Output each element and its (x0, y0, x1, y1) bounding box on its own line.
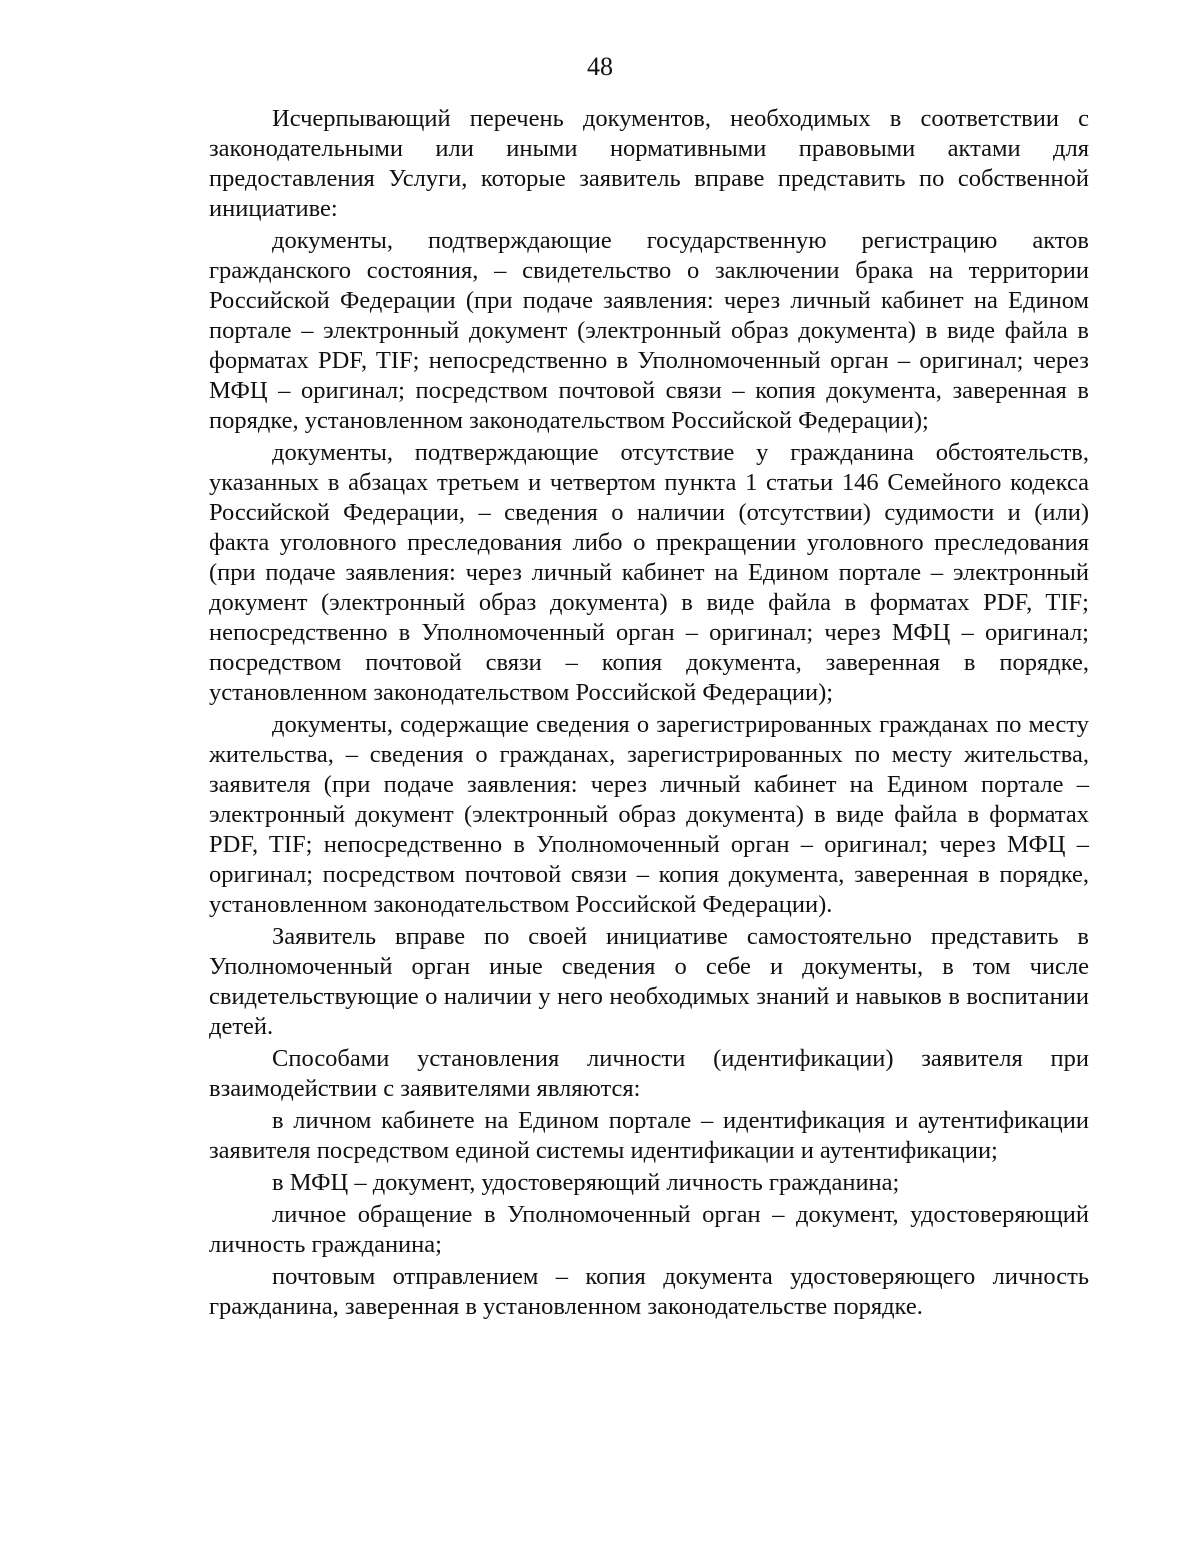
paragraph-documents-list-intro: Исчерпывающий перечень документов, необходимых в соответствии с законодательными или иными нормативными правовыми актами для предоставления Услуги, которые заявитель вправе представить по собственной инициативе: (209, 105, 1089, 222)
page-number: 48 (587, 52, 613, 81)
paragraph-civil-registration-docs: документы, подтверждающие государственную регистрацию актов гражданского состояния, – свидетельство о заключении брака на территории Российской Федерации (при подаче заявления: через личный кабинет на Едином портале – электронный документ (электронный образ документа) в виде файла в форматах PDF, TIF; непосредственно в Уполномоченный орган – оригинал; через МФЦ – оригинал; посредством почтовой связи – копия документа, заверенная в порядке, установленном законодательством Российской Федерации); (209, 227, 1089, 434)
document-body (209, 104, 1089, 1324)
paragraph-identification-methods: Способами установления личности (идентификации) заявителя при взаимодействии с заявителями являются: (209, 1045, 1089, 1102)
paragraph-identification-in-person: личное обращение в Уполномоченный орган – документ, удостоверяющий личность гражданина; (209, 1201, 1089, 1258)
paragraph-identification-portal: в личном кабинете на Едином портале – идентификация и аутентификации заявителя посредством единой системы идентификации и аутентификации; (209, 1107, 1089, 1164)
paragraph-applicant-own-initiative: Заявитель вправе по своей инициативе самостоятельно представить в Уполномоченный орган иные сведения о себе и документы, в том числе свидетельствующие о наличии у него необходимых знаний и навыков в воспитании детей. (209, 923, 1089, 1040)
paragraph-identification-mfc: в МФЦ – документ, удостоверяющий личность гражданина; (272, 1169, 900, 1196)
paragraph-identification-postal: почтовым отправлением – копия документа удостоверяющего личность гражданина, заверенная в установленном законодательстве порядке. (209, 1263, 1089, 1320)
paragraph-criminal-record-docs: документы, подтверждающие отсутствие у гражданина обстоятельств, указанных в абзацах третьем и четвертом пункта 1 статьи 146 Семейного кодекса Российской Федерации, – сведения о наличии (отсутствии) судимости и (или) факта уголовного преследования либо о прекращении уголовного преследования (при подаче заявления: через личный кабинет на Едином портале – электронный документ (электронный образ документа) в виде файла в форматах PDF, TIF; непосредственно в Уполномоченный орган – оригинал; через МФЦ – оригинал; посредством почтовой связи – копия документа, заверенная в порядке, установленном законодательством Российской Федерации); (209, 439, 1089, 706)
paragraph-residence-registration-docs: документы, содержащие сведения о зарегистрированных гражданах по месту жительства, – сведения о гражданах, зарегистрированных по месту жительства, заявителя (при подаче заявления: через личный кабинет на Едином портале – электронный документ (электронный образ документа) в виде файла в форматах PDF, TIF; непосредственно в Уполномоченный орган – оригинал; через МФЦ – оригинал; посредством почтовой связи – копия документа, заверенная в порядке, установленном законодательством Российской Федерации). (209, 711, 1089, 918)
